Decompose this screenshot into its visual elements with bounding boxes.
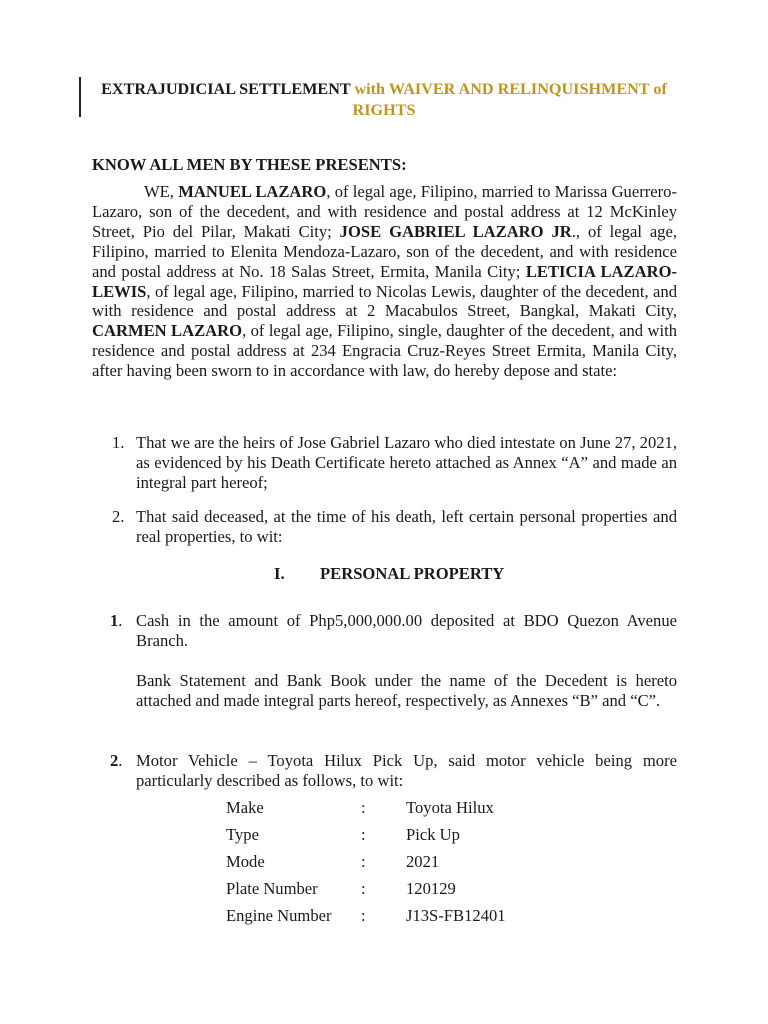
section-numeral: I. xyxy=(274,564,285,583)
heir-name-4: CARMEN LAZARO xyxy=(92,321,243,341)
margin-bar xyxy=(79,77,81,117)
list-number: 2. xyxy=(112,507,125,526)
list-text: Motor Vehicle – Toyota Hilux Pick Up, said motor vehicle being more particularly described as follows, to wit: xyxy=(136,751,677,790)
heir-name-2: JOSE GABRIEL LAZARO JR xyxy=(339,221,572,241)
spec-label: Type xyxy=(226,825,259,844)
statement-item-2 xyxy=(92,507,677,547)
spec-colon: : xyxy=(361,879,366,898)
list-number-digit: 1 xyxy=(110,611,119,630)
spec-label: Engine Number xyxy=(226,906,332,925)
table-row xyxy=(226,852,606,879)
spec-value: Pick Up xyxy=(406,825,460,844)
list-number xyxy=(110,751,122,771)
list-number-dot: . xyxy=(118,751,123,770)
heir-text-1: , of legal age, Filipino, married to Marissa Guerrero-Lazaro, son of the decedent, and with residence and postal address at 12 McKinley Street, Pio del Pilar, Makati City; xyxy=(92,182,677,241)
spec-label: Make xyxy=(226,798,264,817)
list-text: Cash in the amount of Php5,000,000.00 deposited at BDO Quezon Avenue Branch. xyxy=(136,611,677,650)
list-number-dot: . xyxy=(118,611,123,630)
title-accent: with WAIVER AND RELINQUISHMENT of RIGHTS xyxy=(352,80,667,119)
spec-label: Mode xyxy=(226,852,265,871)
spec-colon: : xyxy=(361,852,366,871)
spec-colon: : xyxy=(361,798,366,817)
list-number: 1. xyxy=(112,433,125,452)
preamble-heading xyxy=(92,155,407,175)
spec-value: Toyota Hilux xyxy=(406,798,494,817)
bank-note-paragraph: Bank Statement and Bank Book under the name of the Decedent is hereto attached and made integral parts hereof, respectively, as Annexes “B” and “C”. xyxy=(136,671,677,710)
section-title-text: PERSONAL PROPERTY xyxy=(320,564,505,583)
section-heading xyxy=(274,564,504,584)
preamble-heading-text: KNOW ALL MEN BY THESE PRESENTS xyxy=(92,155,402,174)
table-row xyxy=(226,798,606,825)
list-text: That said deceased, at the time of his death, left certain personal properties and real properties, to wit: xyxy=(136,507,677,546)
property-item-2 xyxy=(92,751,677,791)
table-row xyxy=(226,825,606,852)
heir-text-3: , of legal age, Filipino, married to Nicolas Lewis, daughter of the decedent, and with residence and postal address at 2 Macabulos Street, Bangkal, Makati City, xyxy=(92,281,677,321)
spec-value: 120129 xyxy=(406,879,456,898)
statement-item-1 xyxy=(92,433,677,493)
spec-colon: : xyxy=(361,906,366,925)
heir-text-2: ., of legal age, Filipino, married to Elenita Mendoza-Lazaro, son of the decedent, and with residence and postal address at No. 18 Salas Street, Ermita, Manila City; xyxy=(92,221,677,281)
heir-name-3: LETICIA LAZARO-LEWIS xyxy=(92,261,677,301)
list-item xyxy=(92,507,677,547)
list-text: That we are the heirs of Jose Gabriel Lazaro who died intestate on June 27, 2021, as evidenced by his Death Certificate hereto attached as Annex “A” and made an integral part hereof; xyxy=(136,433,677,492)
spec-colon: : xyxy=(361,825,366,844)
list-number xyxy=(110,611,122,631)
preamble-heading-colon: : xyxy=(401,155,407,174)
heir-name-1: MANUEL LAZARO xyxy=(178,182,327,201)
list-item xyxy=(92,751,677,791)
list-number-digit: 2 xyxy=(110,751,119,770)
spec-value: 2021 xyxy=(406,852,440,871)
list-item xyxy=(92,433,677,493)
intro-paragraph xyxy=(92,182,677,381)
title-main: EXTRAJUDICIAL SETTLEMENT xyxy=(101,80,351,98)
list-item xyxy=(92,611,677,651)
table-row xyxy=(226,906,606,933)
document-title xyxy=(92,79,676,121)
spec-value: J13S-FB12401 xyxy=(406,906,506,925)
vehicle-spec-table xyxy=(226,798,606,933)
spec-label: Plate Number xyxy=(226,879,318,898)
intro-we: WE, xyxy=(144,182,179,201)
property-item-1 xyxy=(92,611,677,651)
heir-text-4: , of legal age, Filipino, single, daughter of the decedent, and with residence and postal address at 234 Engracia Cruz-Reyes Street Ermita, Manila City, after having been sworn to in accordance with law, do hereby depose and state: xyxy=(92,321,677,381)
table-row xyxy=(226,879,606,906)
